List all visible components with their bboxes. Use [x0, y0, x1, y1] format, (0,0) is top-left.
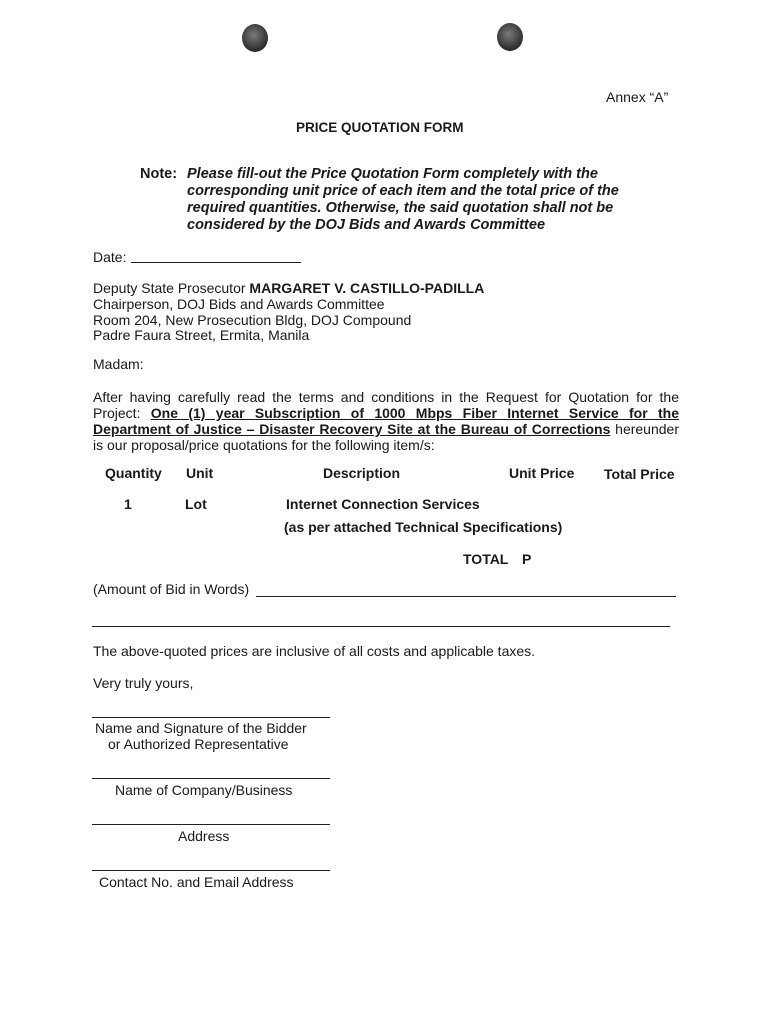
addressee-name: MARGARET V. CASTILLO-PADILLA [249, 280, 485, 296]
addressee-prefix: Deputy State Prosecutor [93, 280, 250, 296]
date-line [131, 262, 301, 263]
col-header-unit: Unit [186, 465, 214, 481]
signature-bidder-label2: or Authorized Representative [108, 736, 289, 752]
signature-bidder-label: Name and Signature of the Bidder [95, 720, 307, 736]
signature-line-address [92, 824, 330, 825]
inclusive-note: The above-quoted prices are inclusive of all costs and applicable taxes. [93, 643, 536, 659]
body-intro: After having carefully read the terms and conditions in the Request for Quotation for the Project: [93, 389, 679, 421]
closing: Very truly yours, [93, 675, 194, 691]
row-unit: Lot [185, 496, 207, 512]
col-header-unit-price: Unit Price [509, 465, 575, 481]
note-label: Note: [140, 166, 178, 182]
row-description-sub: (as per attached Technical Specifications) [284, 519, 563, 535]
total-label: TOTAL [463, 551, 509, 567]
amount-in-words-line2 [92, 626, 670, 627]
addressee-line3: Room 204, New Prosecution Bldg, DOJ Compound [93, 312, 412, 328]
signature-line-bidder [92, 717, 330, 718]
row-quantity: 1 [124, 496, 132, 512]
addressee-line2: Chairperson, DOJ Bids and Awards Committee [93, 296, 385, 312]
date-label: Date: [93, 249, 127, 265]
addressee-line4: Padre Faura Street, Ermita, Manila [93, 327, 310, 343]
company-label: Name of Company/Business [115, 782, 293, 798]
row-description: Internet Connection Services [286, 496, 480, 512]
col-header-quantity: Quantity [105, 465, 162, 481]
project-title: One (1) year Subscription of 1000 Mbps Fiber Internet Service for the Department of Justice – Disaster Recovery Site at the Bureau of Corrections [93, 405, 679, 437]
col-header-description: Description [323, 465, 401, 481]
col-header-total-price: Total Price [604, 466, 675, 482]
address-label: Address [178, 828, 230, 844]
amount-in-words-label: (Amount of Bid in Words) [93, 581, 250, 597]
contact-label: Contact No. and Email Address [99, 874, 294, 890]
salutation: Madam: [93, 356, 144, 372]
form-title: PRICE QUOTATION FORM [296, 120, 464, 135]
note-text: Please fill-out the Price Quotation Form completely with the corresponding unit price of each item and the total price of the required quantities. Otherwise, the said quotation shall not be considered by the DOJ Bids and Awards Committee [187, 166, 619, 233]
punch-hole-left [242, 24, 268, 52]
amount-in-words-line1 [256, 596, 676, 597]
annex-label: Annex “A” [606, 89, 669, 105]
signature-line-contact [92, 870, 330, 871]
addressee-line1 [93, 280, 484, 296]
signature-line-company [92, 778, 330, 779]
body-paragraph [93, 389, 679, 453]
total-currency: P [522, 551, 532, 567]
body-outro: hereunder is our proposal/price quotations for the following item/s: [93, 421, 679, 453]
punch-hole-right [497, 23, 523, 51]
